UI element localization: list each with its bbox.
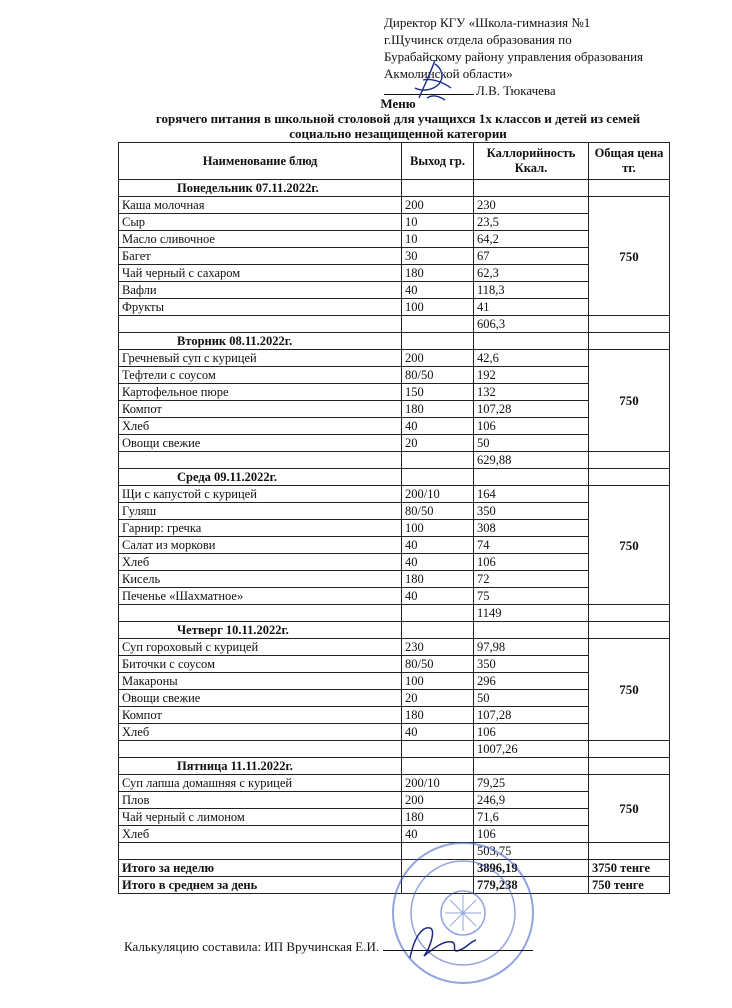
dish-name: Вафли — [119, 282, 402, 299]
empty-cell — [402, 469, 474, 486]
dish-name: Салат из моркови — [119, 537, 402, 554]
table-row — [119, 197, 670, 214]
empty-cell — [589, 741, 670, 758]
table-row — [119, 537, 670, 554]
dish-kcal: 74 — [474, 537, 589, 554]
dish-name: Плов — [119, 792, 402, 809]
dish-name: Каша молочная — [119, 197, 402, 214]
table-row — [119, 367, 670, 384]
dish-name: Чай черный с сахаром — [119, 265, 402, 282]
table-header-row — [119, 143, 670, 180]
day-name: Среда 09.11.2022г. — [119, 469, 402, 486]
dish-kcal: 230 — [474, 197, 589, 214]
day-price: 750 — [589, 639, 670, 741]
dish-kcal: 118,3 — [474, 282, 589, 299]
document-title — [118, 96, 678, 141]
table-row — [119, 231, 670, 248]
table-row — [119, 418, 670, 435]
dish-name: Суп лапша домашняя с курицей — [119, 775, 402, 792]
day-row — [119, 333, 670, 350]
total-label: Итого за неделю — [119, 860, 402, 877]
table-row — [119, 809, 670, 826]
table-row — [119, 775, 670, 792]
empty-cell — [589, 452, 670, 469]
dish-yield: 100 — [402, 520, 474, 537]
empty-cell — [474, 180, 589, 197]
table-row — [119, 690, 670, 707]
dish-yield: 40 — [402, 554, 474, 571]
empty-cell — [119, 316, 402, 333]
day-total-row — [119, 741, 670, 758]
total-label: Итого в среднем за день — [119, 877, 402, 894]
dish-name: Компот — [119, 707, 402, 724]
dish-yield: 80/50 — [402, 503, 474, 520]
table-row — [119, 571, 670, 588]
dish-yield: 30 — [402, 248, 474, 265]
dish-kcal: 71,6 — [474, 809, 589, 826]
table-row — [119, 656, 670, 673]
empty-cell — [402, 180, 474, 197]
day-price: 750 — [589, 775, 670, 843]
dish-kcal: 97,98 — [474, 639, 589, 656]
table-row — [119, 503, 670, 520]
dish-yield: 100 — [402, 673, 474, 690]
empty-cell — [402, 741, 474, 758]
day-total-row — [119, 605, 670, 622]
menu-table — [118, 142, 670, 894]
empty-cell — [474, 469, 589, 486]
empty-cell — [402, 605, 474, 622]
day-total-kcal: 1007,26 — [474, 741, 589, 758]
dish-kcal: 50 — [474, 435, 589, 452]
table-row — [119, 724, 670, 741]
empty-cell — [402, 452, 474, 469]
table-row — [119, 435, 670, 452]
empty-cell — [119, 741, 402, 758]
empty-cell — [589, 316, 670, 333]
dish-name: Тефтели с соусом — [119, 367, 402, 384]
empty-cell — [589, 333, 670, 350]
dish-name: Щи с капустой с курицей — [119, 486, 402, 503]
day-name: Пятница 11.11.2022г. — [119, 758, 402, 775]
empty-cell — [589, 622, 670, 639]
dish-kcal: 106 — [474, 724, 589, 741]
dish-kcal: 164 — [474, 486, 589, 503]
empty-cell — [402, 333, 474, 350]
dish-name: Овощи свежие — [119, 690, 402, 707]
dish-kcal: 50 — [474, 690, 589, 707]
day-total-kcal: 1149 — [474, 605, 589, 622]
table-row — [119, 707, 670, 724]
dish-yield: 200 — [402, 197, 474, 214]
approval-line-3: Бурабайскому району управления образования — [384, 49, 644, 64]
dish-yield: 150 — [402, 384, 474, 401]
approval-line-2: г.Щучинск отдела образования по — [384, 32, 572, 47]
dish-name: Компот — [119, 401, 402, 418]
empty-cell — [119, 843, 402, 860]
footer-text: Калькуляцию составила: ИП Вручинская Е.И. — [124, 939, 380, 954]
table-row — [119, 248, 670, 265]
dish-kcal: 132 — [474, 384, 589, 401]
dish-name: Кисель — [119, 571, 402, 588]
day-name: Четверг 10.11.2022г. — [119, 622, 402, 639]
total-kcal: 779,238 — [474, 877, 589, 894]
dish-name: Сыр — [119, 214, 402, 231]
dish-name: Фрукты — [119, 299, 402, 316]
day-name: Понедельник 07.11.2022г. — [119, 180, 402, 197]
empty-cell — [474, 622, 589, 639]
day-total-row — [119, 316, 670, 333]
dish-yield: 200 — [402, 792, 474, 809]
menu-body — [119, 180, 670, 894]
dish-yield: 10 — [402, 231, 474, 248]
dish-yield: 180 — [402, 401, 474, 418]
dish-yield: 200/10 — [402, 486, 474, 503]
dish-kcal: 192 — [474, 367, 589, 384]
approval-line-4: Акмолинской области» — [384, 66, 513, 81]
day-price: 750 — [589, 486, 670, 605]
empty-cell — [589, 843, 670, 860]
dish-kcal: 67 — [474, 248, 589, 265]
dish-kcal: 41 — [474, 299, 589, 316]
dish-yield: 200 — [402, 350, 474, 367]
dish-yield: 20 — [402, 435, 474, 452]
table-row — [119, 265, 670, 282]
footer-signature-line — [383, 938, 533, 951]
empty-cell — [474, 758, 589, 775]
dish-kcal: 72 — [474, 571, 589, 588]
dish-yield: 40 — [402, 724, 474, 741]
dish-yield: 180 — [402, 265, 474, 282]
dish-yield: 40 — [402, 282, 474, 299]
dish-kcal: 246,9 — [474, 792, 589, 809]
dish-yield: 180 — [402, 809, 474, 826]
dish-kcal: 42,6 — [474, 350, 589, 367]
table-row — [119, 486, 670, 503]
dish-kcal: 350 — [474, 656, 589, 673]
table-row — [119, 792, 670, 809]
header-price: Общая цена тг. — [589, 143, 670, 180]
table-row — [119, 520, 670, 537]
dish-yield: 180 — [402, 707, 474, 724]
dish-kcal: 107,28 — [474, 401, 589, 418]
total-price: 750 тенге — [589, 877, 670, 894]
approval-line-1: Директор КГУ «Школа-гимназия №1 — [384, 15, 591, 30]
dish-kcal: 79,25 — [474, 775, 589, 792]
dish-name: Хлеб — [119, 826, 402, 843]
title-line-2: горячего питания в школьной столовой для учащихся 1х классов и детей из семей — [155, 111, 641, 126]
dish-kcal: 23,5 — [474, 214, 589, 231]
dish-kcal: 106 — [474, 554, 589, 571]
dish-name: Овощи свежие — [119, 435, 402, 452]
title-line-1: Меню — [380, 96, 416, 111]
dish-yield: 80/50 — [402, 367, 474, 384]
dish-yield: 20 — [402, 690, 474, 707]
dish-kcal: 107,28 — [474, 707, 589, 724]
header-name: Наименование блюд — [119, 143, 402, 180]
dish-name: Гречневый суп с курицей — [119, 350, 402, 367]
approval-signer: Л.В. Тюкачева — [476, 83, 556, 98]
dish-name: Суп гороховый с курицей — [119, 639, 402, 656]
dish-name: Гуляш — [119, 503, 402, 520]
footer — [124, 938, 533, 955]
dish-yield: 200/10 — [402, 775, 474, 792]
dish-name: Хлеб — [119, 418, 402, 435]
dish-name: Чай черный с лимоном — [119, 809, 402, 826]
dish-yield: 180 — [402, 571, 474, 588]
day-row — [119, 180, 670, 197]
empty-cell — [589, 180, 670, 197]
day-total-kcal: 606,3 — [474, 316, 589, 333]
table-row — [119, 299, 670, 316]
dish-kcal: 106 — [474, 418, 589, 435]
dish-yield: 40 — [402, 588, 474, 605]
dish-yield: 100 — [402, 299, 474, 316]
dish-name: Биточки с соусом — [119, 656, 402, 673]
day-total-kcal: 629,88 — [474, 452, 589, 469]
dish-name: Багет — [119, 248, 402, 265]
day-price: 750 — [589, 350, 670, 452]
empty-cell — [402, 622, 474, 639]
dish-kcal: 308 — [474, 520, 589, 537]
day-row — [119, 469, 670, 486]
dish-name: Печенье «Шахматное» — [119, 588, 402, 605]
empty-cell — [474, 333, 589, 350]
dish-yield: 230 — [402, 639, 474, 656]
day-row — [119, 758, 670, 775]
empty-cell — [589, 469, 670, 486]
dish-kcal: 106 — [474, 826, 589, 843]
dish-name: Гарнир: гречка — [119, 520, 402, 537]
dish-kcal: 75 — [474, 588, 589, 605]
table-row — [119, 554, 670, 571]
table-row — [119, 639, 670, 656]
dish-yield: 10 — [402, 214, 474, 231]
dish-name: Картофельное пюре — [119, 384, 402, 401]
dish-kcal: 350 — [474, 503, 589, 520]
empty-cell — [119, 452, 402, 469]
header-kcal: Каллорийность Ккал. — [474, 143, 589, 180]
empty-cell — [402, 316, 474, 333]
dish-name: Макароны — [119, 673, 402, 690]
table-row — [119, 282, 670, 299]
dish-yield: 40 — [402, 826, 474, 843]
table-row — [119, 350, 670, 367]
header-yield: Выход гр. — [402, 143, 474, 180]
table-row — [119, 401, 670, 418]
table-row — [119, 214, 670, 231]
total-price: 3750 тенге — [589, 860, 670, 877]
empty-cell — [402, 758, 474, 775]
table-row — [119, 673, 670, 690]
empty-cell — [119, 605, 402, 622]
dish-kcal: 64,2 — [474, 231, 589, 248]
dish-yield: 40 — [402, 418, 474, 435]
dish-yield: 40 — [402, 537, 474, 554]
dish-name: Масло сливочное — [119, 231, 402, 248]
dish-kcal: 296 — [474, 673, 589, 690]
dish-yield: 80/50 — [402, 656, 474, 673]
table-row — [119, 588, 670, 605]
day-total-kcal: 503,75 — [474, 843, 589, 860]
day-total-row — [119, 452, 670, 469]
day-name: Вторник 08.11.2022г. — [119, 333, 402, 350]
title-line-3: социально незащищенной категории — [289, 126, 507, 141]
empty-cell — [589, 758, 670, 775]
dish-name: Хлеб — [119, 724, 402, 741]
day-row — [119, 622, 670, 639]
day-price: 750 — [589, 197, 670, 316]
dish-name: Хлеб — [119, 554, 402, 571]
empty-cell — [589, 605, 670, 622]
dish-kcal: 62,3 — [474, 265, 589, 282]
total-kcal: 3896,19 — [474, 860, 589, 877]
table-row — [119, 384, 670, 401]
